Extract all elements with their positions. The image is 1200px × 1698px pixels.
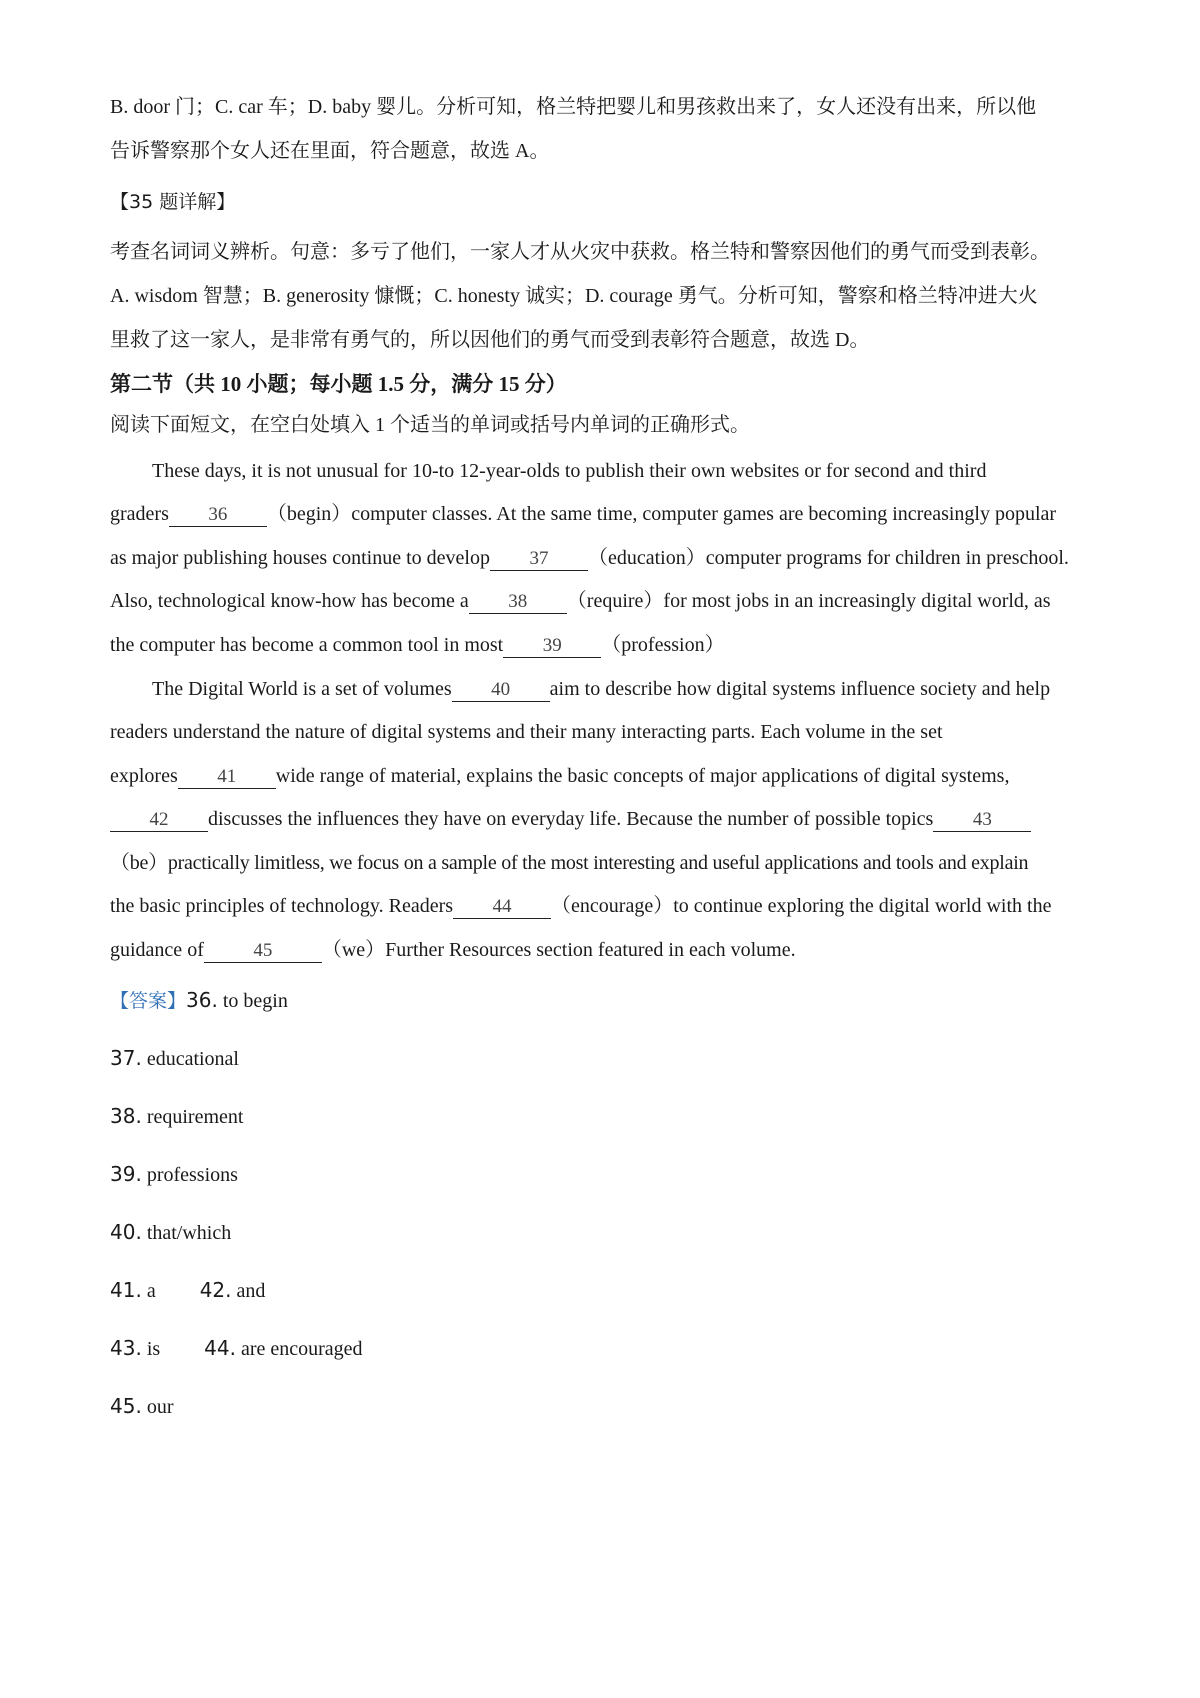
passage-line xyxy=(110,936,796,964)
blank-42: 42 xyxy=(110,809,208,832)
answer-number: 41. xyxy=(110,1278,142,1302)
answer-text: educational xyxy=(146,1048,239,1070)
passage-text: aim to describe how digital systems influence society and help xyxy=(549,678,1051,700)
passage-text: wide range of material, explains the basic concepts of major applications of digital systems, xyxy=(275,765,1010,787)
passage-line xyxy=(110,587,1051,615)
answer-text: is xyxy=(146,1338,161,1360)
answer-number: 36. xyxy=(186,988,218,1012)
answer-text: and xyxy=(236,1280,266,1302)
answer-text: that/which xyxy=(146,1222,232,1244)
answer-text: professions xyxy=(146,1164,238,1186)
answer-row xyxy=(110,1044,239,1073)
passage-text: as major publishing houses continue to develop xyxy=(110,547,490,569)
answer-row xyxy=(110,1218,231,1247)
answer-row xyxy=(110,1392,173,1421)
answer-number: 37. xyxy=(110,1046,142,1070)
passage-text: （profession） xyxy=(601,634,725,656)
passage-text: the basic principles of technology. Readers xyxy=(110,895,454,917)
blank-45: 45 xyxy=(204,940,322,963)
passage-line xyxy=(152,675,1050,703)
passage-text: the computer has become a common tool in most xyxy=(110,634,504,656)
passage-text: （encourage）to continue exploring the digital world with the xyxy=(551,895,1052,917)
blank-38: 38 xyxy=(469,591,567,614)
passage-text: guidance of xyxy=(110,939,204,961)
passage-line xyxy=(110,805,1031,833)
passage-line xyxy=(110,892,1051,920)
blank-39: 39 xyxy=(503,635,601,658)
section-instruction: 阅读下面短文，在空白处填入 1 个适当的单词或括号内单词的正确形式。 xyxy=(110,414,750,436)
answer-number: 40. xyxy=(110,1220,142,1244)
answer-text: a xyxy=(146,1280,156,1302)
passage-line xyxy=(110,631,725,659)
answer-text: to begin xyxy=(222,990,288,1012)
passage-text: explores xyxy=(110,765,178,787)
answer-text: are encouraged xyxy=(240,1338,363,1360)
passage-line xyxy=(110,762,1009,790)
answer-text: our xyxy=(146,1396,174,1418)
passage-text: discusses the influences they have on everyday life. Because the number of possible topics xyxy=(208,808,934,830)
answer-number: 45. xyxy=(110,1394,142,1418)
passage-text: （we）Further Resources section featured in each volume. xyxy=(321,939,796,961)
answer-row xyxy=(110,1334,363,1363)
q35-explanation-line: 考查名词词义辨析。句意：多亏了他们，一家人才从火灾中获救。格兰特和警察因他们的勇气而受到表彰。 xyxy=(110,241,1050,263)
passage-line xyxy=(110,544,1069,572)
passage-line: readers understand the nature of digital systems and their many interacting parts. Each volume in the set xyxy=(110,721,943,743)
passage-text: graders xyxy=(110,503,169,525)
answer-number: 43. xyxy=(110,1336,142,1360)
blank-44: 44 xyxy=(453,896,551,919)
answer-number: 44. xyxy=(204,1336,236,1360)
answer-row xyxy=(110,986,288,1015)
answer-number: 39. xyxy=(110,1162,142,1186)
passage-text: The Digital World is a set of volumes xyxy=(152,678,452,700)
answer-row xyxy=(110,1102,243,1131)
passage-text: （require）for most jobs in an increasingly digital world, as xyxy=(566,590,1051,612)
answer-number: 38. xyxy=(110,1104,142,1128)
q35-heading: 【35 题详解】 xyxy=(110,191,236,213)
blank-37: 37 xyxy=(490,548,588,571)
blank-41: 41 xyxy=(178,766,276,789)
passage-line: （be）practically limitless, we focus on a sample of the most interesting and useful applications and tools and explain xyxy=(110,852,1029,874)
passage-text: （education）computer programs for children in preschool. xyxy=(587,547,1069,569)
answer-row xyxy=(110,1276,265,1305)
answer-text: requirement xyxy=(146,1106,244,1128)
answer-number: 42. xyxy=(199,1278,232,1302)
q34-explanation-line: B. door 门；C. car 车；D. baby 婴儿。分析可知，格兰特把婴儿和男孩救出来了，女人还没有出来，所以他 xyxy=(110,96,1037,118)
q34-explanation-line: 告诉警察那个女人还在里面，符合题意，故选 A。 xyxy=(110,140,550,162)
blank-40: 40 xyxy=(452,679,550,702)
answer-label: 【答案】 xyxy=(110,990,187,1012)
passage-text: Also, technological know-how has become a xyxy=(110,590,469,612)
passage-line: These days, it is not unusual for 10-to 12-year-olds to publish their own websites or for second and third xyxy=(152,460,987,482)
blank-43: 43 xyxy=(933,809,1031,832)
blank-36: 36 xyxy=(169,504,267,527)
passage-line xyxy=(110,500,1056,528)
passage-text: （begin）computer classes. At the same time, computer games are becoming increasingly popular xyxy=(266,503,1057,525)
section-title: 第二节（共 10 小题；每小题 1.5 分，满分 15 分） xyxy=(110,372,567,396)
q35-explanation-line: A. wisdom 智慧；B. generosity 慷慨；C. honesty 诚实；D. courage 勇气。分析可知，警察和格兰特冲进大火 xyxy=(110,285,1038,307)
q35-explanation-line: 里救了这一家人，是非常有勇气的，所以因他们的勇气而受到表彰符合题意，故选 D。 xyxy=(110,329,870,351)
answer-row xyxy=(110,1160,238,1189)
